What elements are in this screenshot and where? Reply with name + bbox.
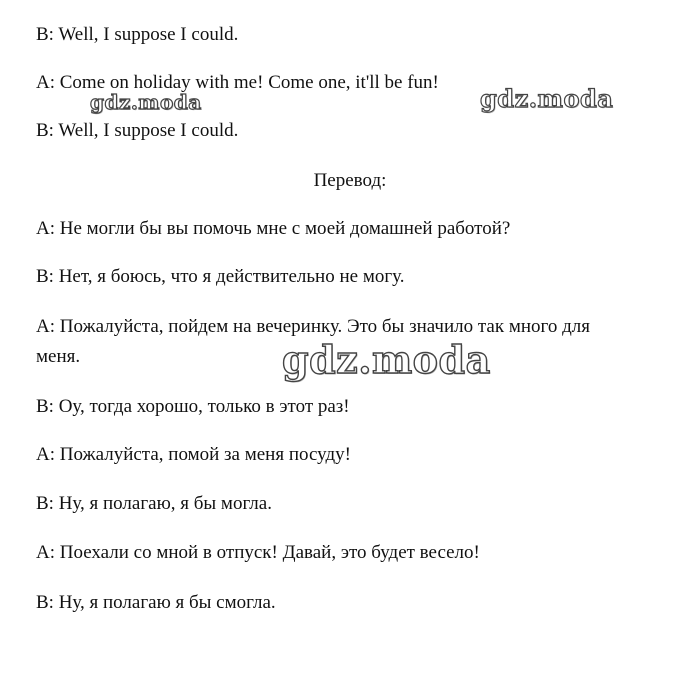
translation-line: A: Поехали со мной в отпуск! Давай, это будет весело! [36, 542, 480, 563]
dialogue-line: B: Well, I suppose I could. [36, 120, 239, 141]
translation-line: меня. [36, 346, 81, 367]
translation-line: A: Не могли бы вы помочь мне с моей домашней работой? [36, 218, 511, 239]
translation-line: B: Ну, я полагаю я бы смогла. [36, 592, 276, 613]
watermark-logo: gdz.moda [282, 337, 491, 382]
translation-line: A: Пожалуйста, пойдем на вечеринку. Это бы значило так много для [36, 316, 590, 337]
translation-heading: Перевод: [313, 170, 387, 191]
watermark-logo: gdz.moda [480, 84, 614, 113]
translation-line: A: Пожалуйста, помой за меня посуду! [36, 444, 351, 465]
translation-line: B: Нет, я боюсь, что я действительно не могу. [36, 266, 405, 287]
dialogue-line: B: Well, I suppose I could. [36, 24, 239, 45]
translation-line: B: Оу, тогда хорошо, только в этот раз! [36, 396, 350, 417]
translation-line: B: Ну, я полагаю, я бы могла. [36, 493, 272, 514]
dialogue-line: A: Come on holiday with me! Come one, it'll be fun! [36, 72, 439, 93]
watermark-logo: gdz.moda [90, 90, 202, 114]
